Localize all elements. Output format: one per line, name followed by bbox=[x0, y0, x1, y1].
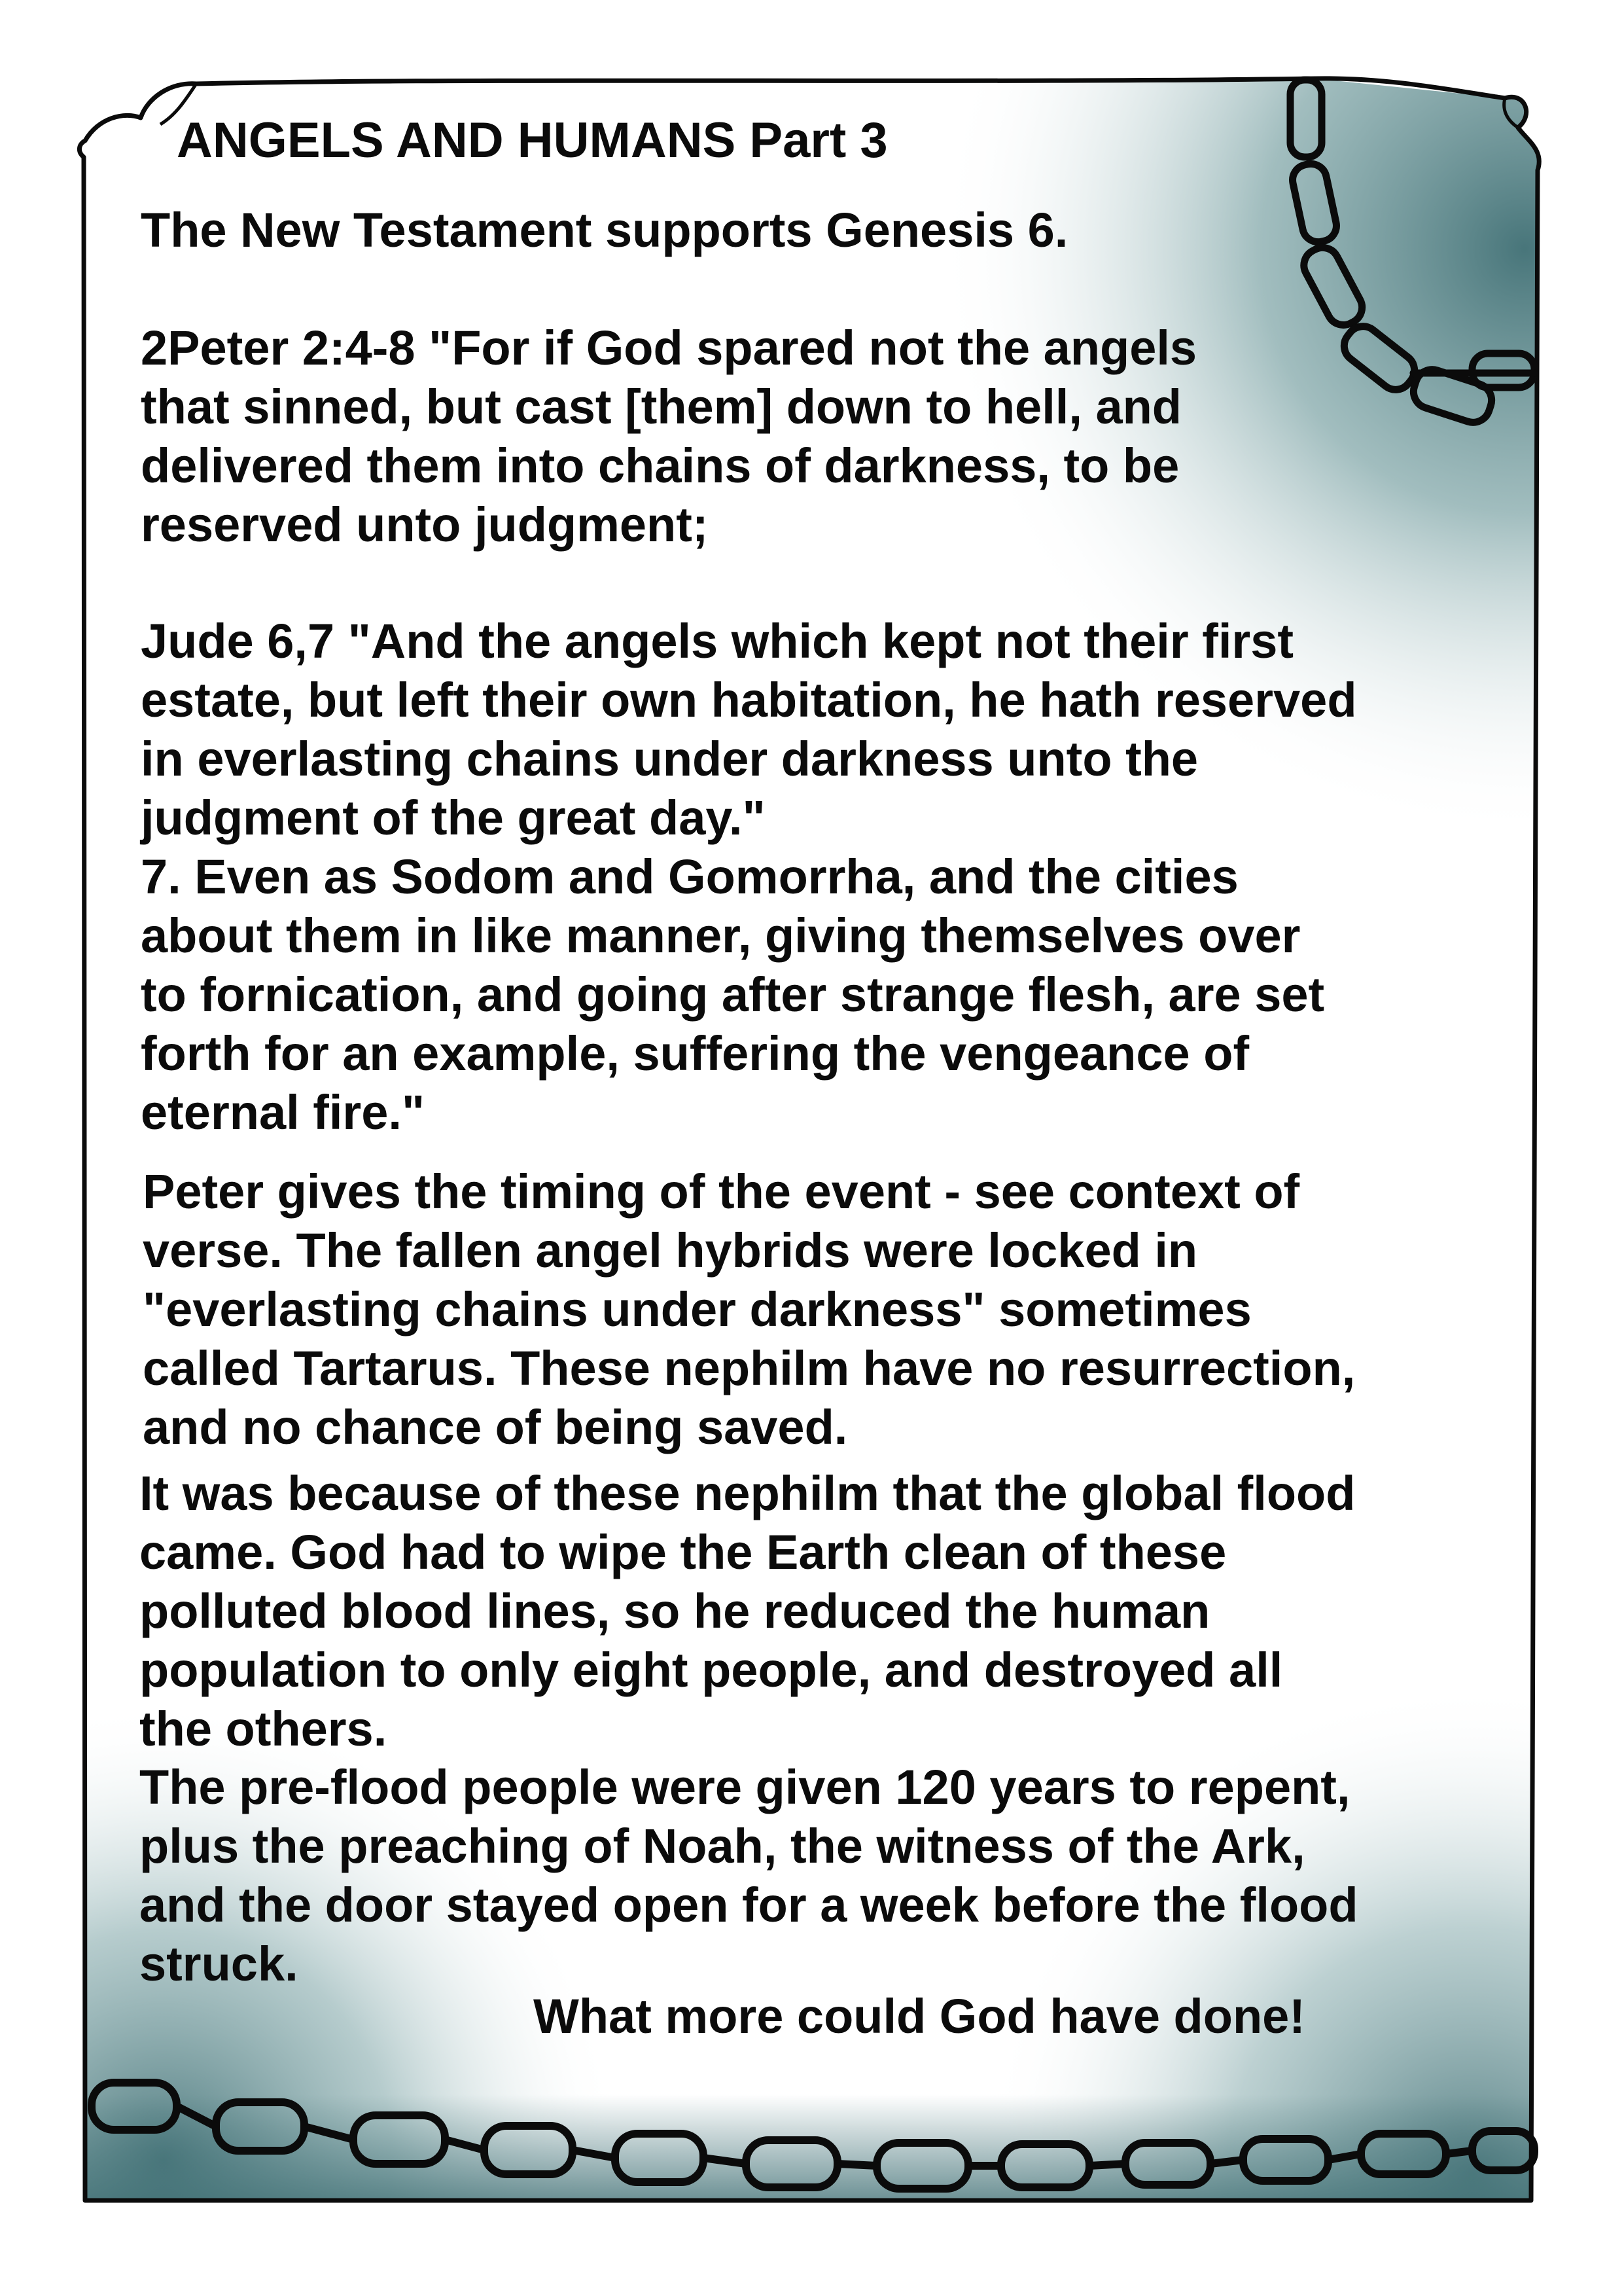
page-title: ANGELS AND HUMANS Part 3 bbox=[177, 113, 888, 168]
jude-quote: Jude 6,7 "And the angels which kept not their first estate, but left their own habitation, he hath reserved in everlasting chains under darkness unto the judgment of the great day." 7. Even as Sodom and Gomorrha, and the cities about them in like manner, giving themselves over to fornication, and going after strange flesh, are set forth for an example, suffering the vengeance of eternal fire." bbox=[141, 614, 1357, 1139]
timing-paragraph: Peter gives the timing of the event - see context of verse. The fallen angel hybrids were locked in "everlasting chains under darkness" sometimes called Tartarus. These nephilm have no resurrection, and no chance of being saved. bbox=[143, 1164, 1356, 1454]
peter-quote: 2Peter 2:4-8 "For if God spared not the angels that sinned, but cast [them] down to hell, and delivered them into chains of darkness, to be reserved unto judgment; bbox=[141, 321, 1197, 552]
flood-paragraph: It was because of these nephilm that the global flood came. God had to wipe the Earth clean of these polluted blood lines, so he reduced the human population to only eight people, and destroyed all the others. bbox=[139, 1466, 1356, 1756]
intro-line: The New Testament supports Genesis 6. bbox=[141, 203, 1068, 257]
closing-line: What more could God have done! bbox=[533, 1989, 1305, 2043]
warning-paragraph: The pre-flood people were given 120 years to repent, plus the preaching of Noah, the witness of the Ark, and the door stayed open for a week before the flood struck. bbox=[139, 1760, 1358, 1991]
